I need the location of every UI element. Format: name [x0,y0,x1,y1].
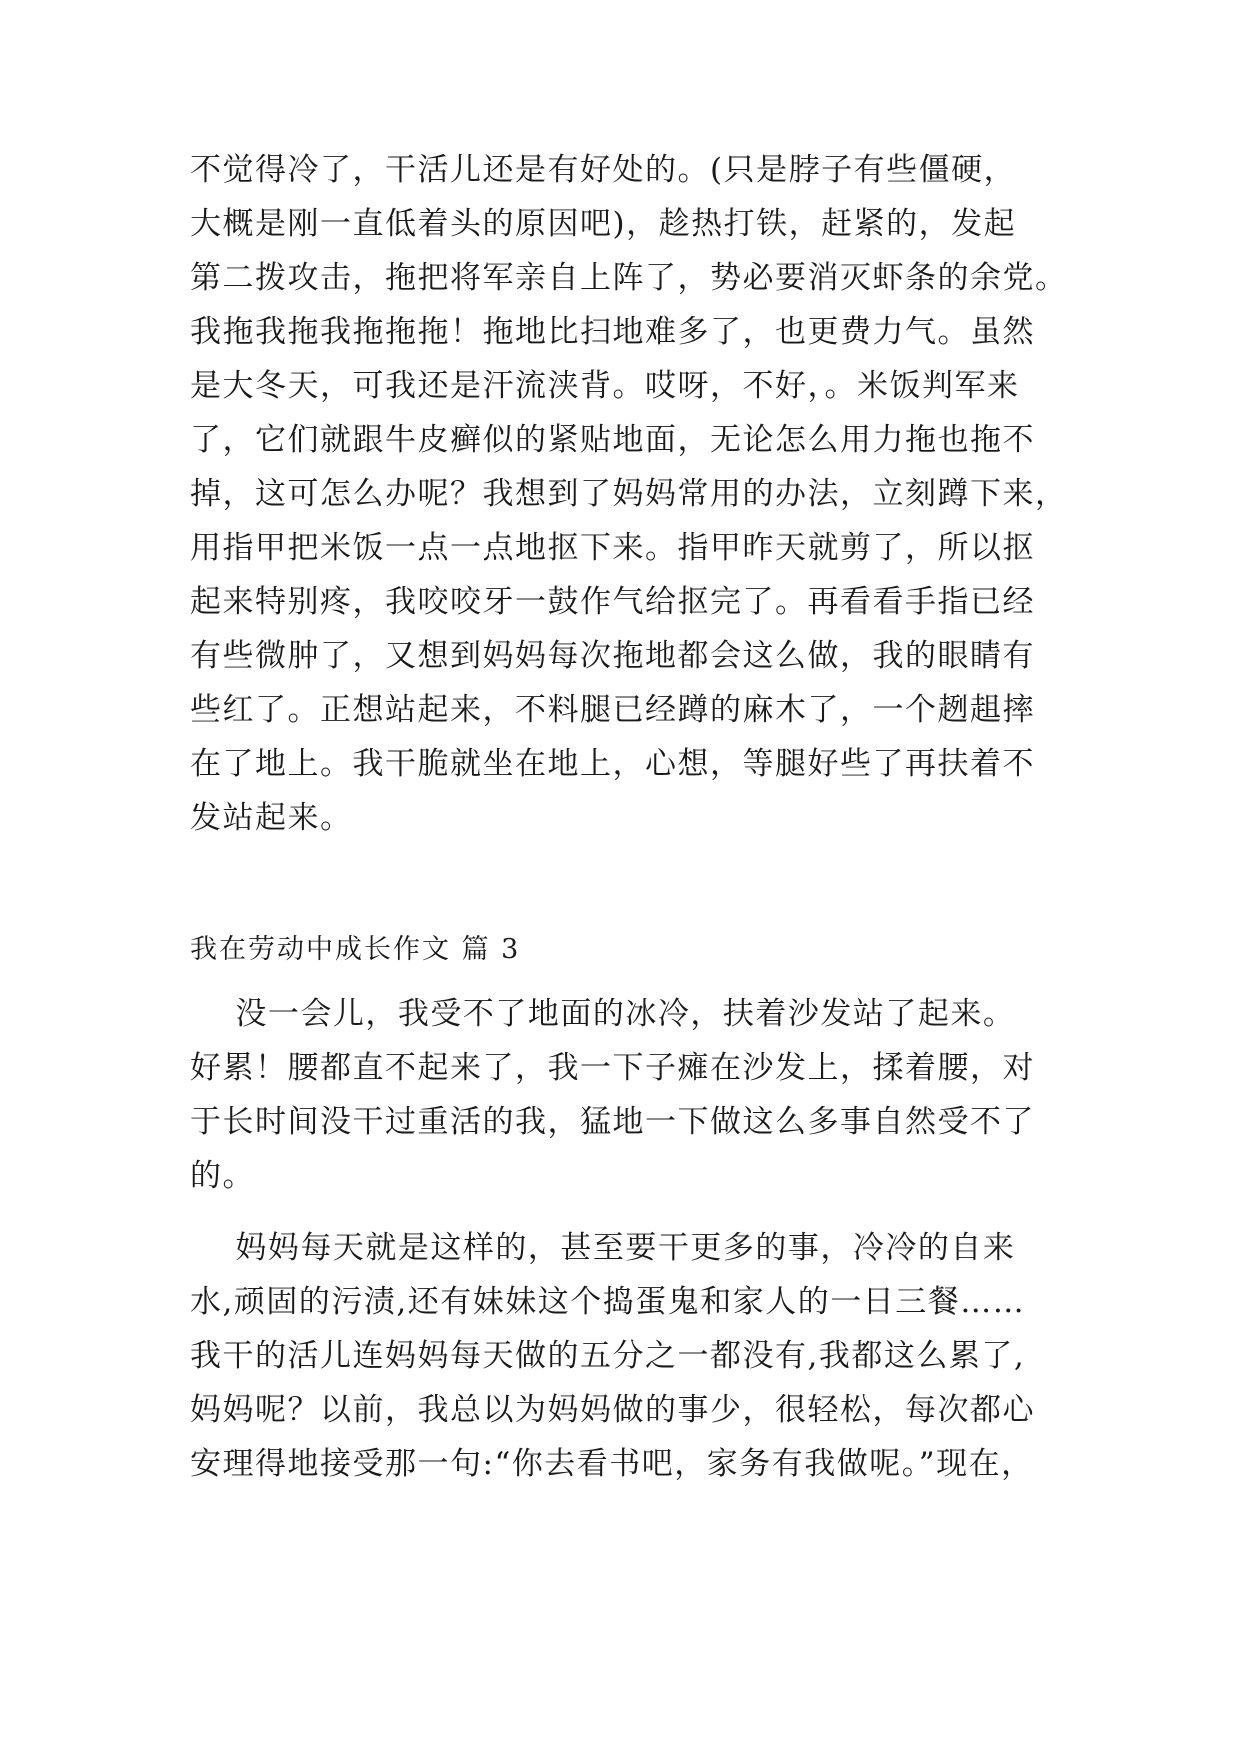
paragraph-line: 掉，这可怎么办呢？我想到了妈妈常用的办法，立刻蹲下来， [190,476,1068,512]
paragraph-line: 在了地上。我干脆就坐在地上，心想，等腿好些了再扶着不 [190,746,1035,782]
paragraph-line: 好累！腰都直不起来了，我一下子瘫在沙发上，揉着腰，对 [190,1050,1035,1086]
paragraph-line: 我拖我拖我拖拖拖！拖地比扫地难多了，也更费力气。虽然 [190,314,1035,350]
paragraph-line: 妈妈每天就是这样的，甚至要干更多的事，冷冷的自来 [190,1230,1016,1266]
paragraph-line: 没一会儿，我受不了地面的冰冷，扶着沙发站了起来。 [190,996,1016,1032]
paragraph-line: 些红了。正想站起来，不料腿已经蹲的麻木了，一个趔趄摔 [190,692,1035,728]
paragraph-line: 的。 [190,1158,255,1194]
paragraph-line: 安理得地接受那一句:“你去看书吧，家务有我做呢。”现在， [190,1446,1034,1482]
paragraph-line: 我干的活儿连妈妈每天做的五分之一都没有,我都这么累了, [190,1338,1026,1374]
paragraph-line: 第二拨攻击，拖把将军亲自上阵了，势必要消灭虾条的余党。 [190,260,1068,296]
paragraph-line: 是大冬天，可我还是汗流浃背。哎呀，不好，。米饭判军来 [190,368,1020,404]
paragraph-line: 于长时间没干过重活的我，猛地一下做这么多事自然受不了 [190,1104,1035,1140]
paragraph-line: 了，它们就跟牛皮癣似的紧贴地面，无论怎么用力拖也拖不 [190,422,1035,458]
section-heading: 我在劳动中成长作文 篇 3 [190,934,521,965]
paragraph-line: 起来特别疼，我咬咬牙一鼓作气给抠完了。再看看手指已经 [190,584,1035,620]
paragraph-line: 水,顽固的污渍,还有妹妹这个捣蛋鬼和家人的一日三餐…… [190,1284,1026,1320]
paragraph-line: 妈妈呢？以前，我总以为妈妈做的事少，很轻松，每次都心 [190,1392,1035,1428]
paragraph-line: 大概是刚一直低着头的原因吧)，趁热打铁，赶紧的，发起 [190,206,1017,242]
paragraph-line: 有些微肿了，又想到妈妈每次拖地都会这么做，我的眼睛有 [190,638,1035,674]
paragraph-line: 用指甲把米饭一点一点地抠下来。指甲昨天就剪了，所以抠 [190,530,1035,566]
paragraph-line: 不觉得冷了，干活儿还是有好处的。(只是脖子有些僵硬， [190,152,1017,188]
paragraph-line: 发站起来。 [190,800,353,836]
